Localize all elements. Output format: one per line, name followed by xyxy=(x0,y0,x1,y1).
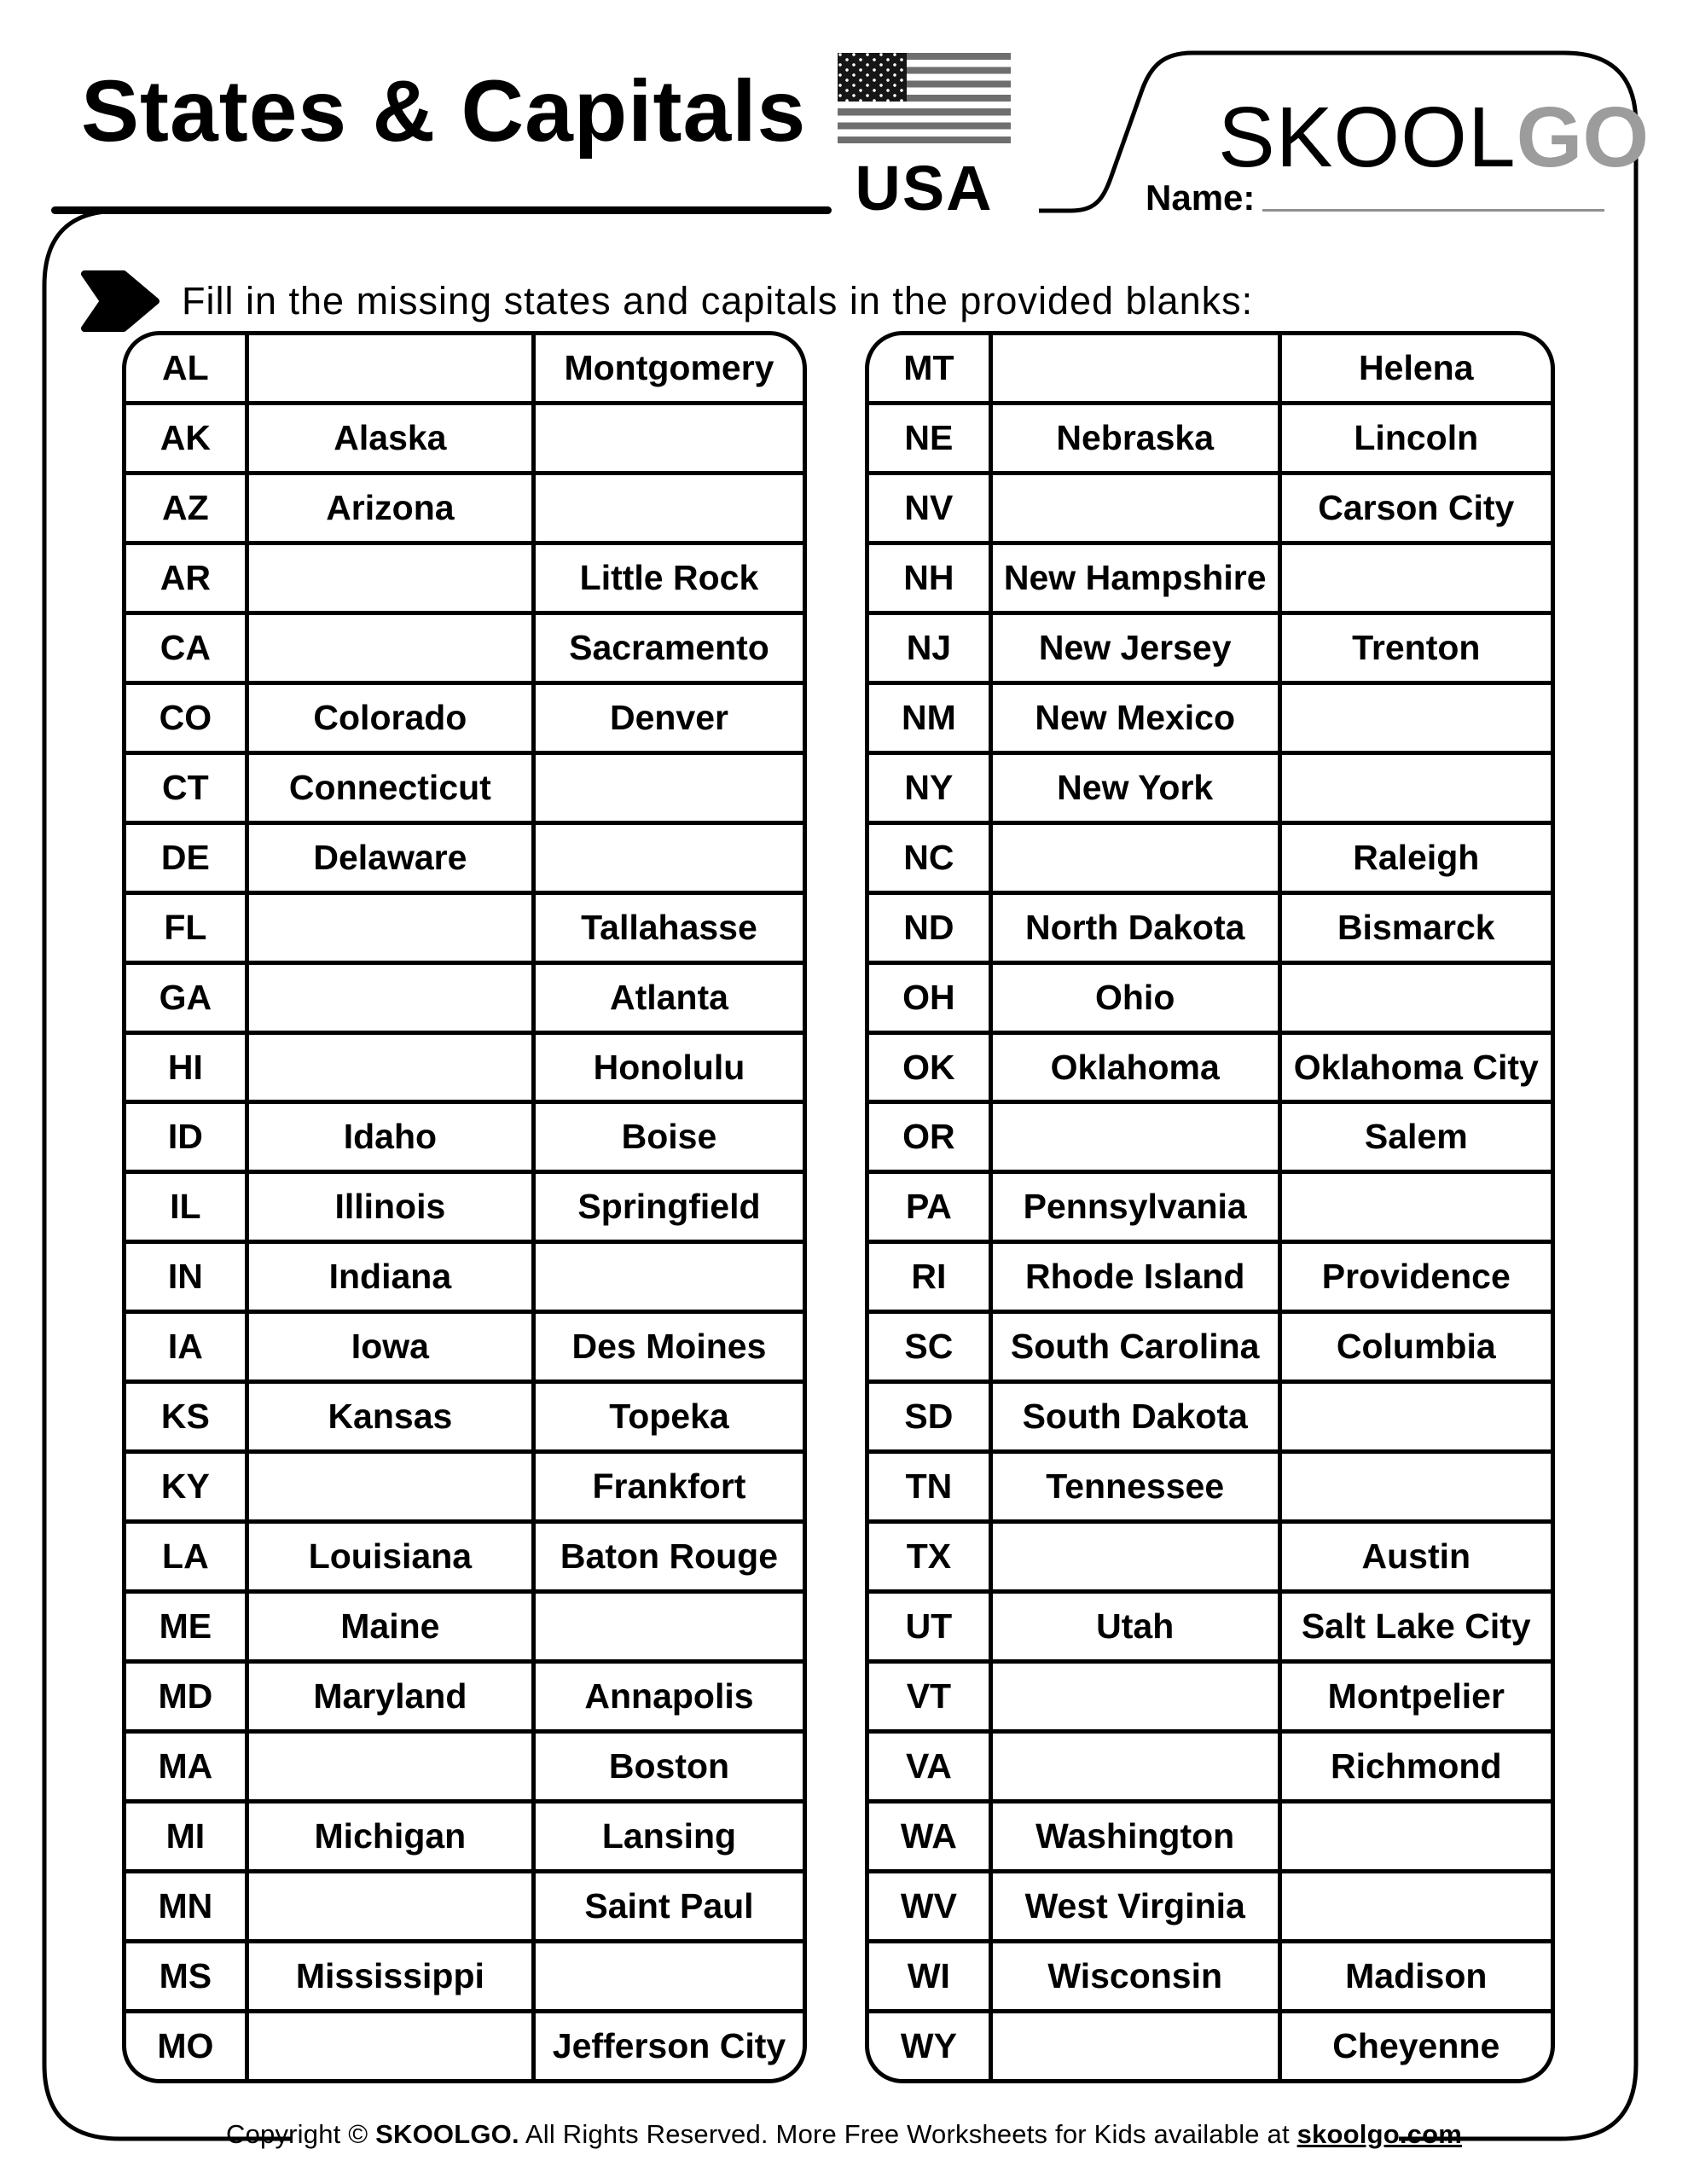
capital-blank-cell[interactable] xyxy=(1278,965,1551,1031)
capital-blank-cell[interactable] xyxy=(1278,1454,1551,1519)
state-name-cell: Maine xyxy=(245,1594,531,1659)
table-row xyxy=(869,1589,1551,1659)
footer-text: All Rights Reserved. More Free Worksheets for Kids available at xyxy=(519,2119,1297,2149)
state-abbr-cell: MS xyxy=(159,1955,212,1995)
state-abbr-cell: WV xyxy=(900,1885,957,1926)
capital-name-cell: Madison xyxy=(1278,1943,1551,2009)
capital-blank-cell[interactable] xyxy=(1278,545,1551,611)
capital-name-cell: Tallahasse xyxy=(531,895,803,961)
capital-name-cell: Saint Paul xyxy=(531,1873,803,1939)
table-row xyxy=(126,1869,803,1939)
state-name-cell: Wisconsin xyxy=(989,1943,1278,2009)
state-name-cell: Connecticut xyxy=(245,755,531,821)
flag-canton-stars xyxy=(838,53,907,102)
footer-brand: SKOOLGO. xyxy=(375,2119,519,2149)
state-abbr-cell: NH xyxy=(903,557,954,597)
capital-name-cell: Little Rock xyxy=(531,545,803,611)
state-abbr-cell: LA xyxy=(162,1536,209,1577)
capital-name-cell: Topeka xyxy=(531,1384,803,1449)
state-abbr-cell: GA xyxy=(159,977,212,1017)
table-row xyxy=(126,961,803,1031)
state-abbr-cell: NM xyxy=(902,697,956,737)
table-row xyxy=(126,401,803,471)
state-abbr-cell: NC xyxy=(903,837,954,877)
state-name-cell: Michigan xyxy=(245,1804,531,1869)
state-blank-cell[interactable] xyxy=(245,1035,531,1101)
skoolgo-logo xyxy=(1218,89,1649,187)
state-abbr-cell: OK xyxy=(902,1047,955,1087)
table-row xyxy=(126,611,803,681)
capital-blank-cell[interactable] xyxy=(531,825,803,891)
table-row xyxy=(869,1869,1551,1939)
state-blank-cell[interactable] xyxy=(245,545,531,611)
state-blank-cell[interactable] xyxy=(989,1664,1278,1729)
capital-blank-cell[interactable] xyxy=(531,1594,803,1659)
table-row xyxy=(126,471,803,541)
state-name-cell: West Virginia xyxy=(989,1873,1278,1939)
state-abbr-cell: ND xyxy=(903,907,954,947)
table-row xyxy=(869,541,1551,611)
state-name-cell: Utah xyxy=(989,1594,1278,1659)
state-abbr-cell: NE xyxy=(904,417,954,457)
table-row xyxy=(869,961,1551,1031)
table-row xyxy=(869,1449,1551,1519)
table-row xyxy=(869,1310,1551,1380)
table-row xyxy=(869,751,1551,821)
state-abbr-cell: AK xyxy=(160,417,211,457)
state-name-cell: Illinois xyxy=(245,1174,531,1240)
capital-name-cell: Honolulu xyxy=(531,1035,803,1101)
capital-name-cell: Des Moines xyxy=(531,1314,803,1380)
state-abbr-cell: CT xyxy=(162,767,209,807)
capital-name-cell: Denver xyxy=(531,685,803,751)
capital-name-cell: Richmond xyxy=(1278,1734,1551,1799)
state-name-cell: Louisiana xyxy=(245,1524,531,1589)
state-abbr-cell: UT xyxy=(905,1606,953,1647)
state-name-cell: Indiana xyxy=(245,1244,531,1310)
state-abbr-cell: KY xyxy=(160,1467,210,1507)
table-row xyxy=(869,891,1551,961)
capital-name-cell: Columbia xyxy=(1278,1314,1551,1380)
state-abbr-cell: MA xyxy=(158,1746,213,1786)
state-blank-cell[interactable] xyxy=(245,965,531,1031)
table-row xyxy=(869,1380,1551,1449)
capital-name-cell: Oklahoma City xyxy=(1278,1035,1551,1101)
capital-name-cell: Raleigh xyxy=(1278,825,1551,891)
state-abbr-cell: AL xyxy=(162,347,209,387)
table-row xyxy=(126,1240,803,1310)
states-table-left xyxy=(122,331,807,2083)
state-name-cell: Tennessee xyxy=(989,1454,1278,1519)
state-abbr-cell: OH xyxy=(902,977,955,1017)
capital-blank-cell[interactable] xyxy=(1278,1804,1551,1869)
state-blank-cell[interactable] xyxy=(245,2013,531,2079)
state-name-cell: North Dakota xyxy=(989,895,1278,961)
capital-name-cell: Providence xyxy=(1278,1244,1551,1310)
state-name-cell: Rhode Island xyxy=(989,1244,1278,1310)
state-blank-cell[interactable] xyxy=(989,1524,1278,1589)
instruction-text: Fill in the missing states and capitals in the provided blanks: xyxy=(182,278,1254,322)
state-blank-cell[interactable] xyxy=(989,2013,1278,2079)
capital-name-cell: Boston xyxy=(531,1734,803,1799)
state-blank-cell[interactable] xyxy=(245,895,531,961)
capital-name-cell: Salt Lake City xyxy=(1278,1594,1551,1659)
state-abbr-cell: NY xyxy=(904,767,954,807)
state-blank-cell[interactable] xyxy=(245,1454,531,1519)
state-blank-cell[interactable] xyxy=(989,335,1278,401)
state-name-cell: New Hampshire xyxy=(989,545,1278,611)
table-row xyxy=(126,1659,803,1729)
table-row xyxy=(126,335,803,401)
state-abbr-cell: AR xyxy=(160,557,211,597)
capital-name-cell: Trenton xyxy=(1278,615,1551,681)
table-row xyxy=(126,1031,803,1101)
state-abbr-cell: HI xyxy=(167,1047,203,1087)
capital-blank-cell[interactable] xyxy=(531,755,803,821)
state-name-cell: Maryland xyxy=(245,1664,531,1729)
state-abbr-cell: FL xyxy=(164,907,207,947)
state-name-cell: Pennsylvania xyxy=(989,1174,1278,1240)
table-row xyxy=(126,1170,803,1240)
table-row xyxy=(869,335,1551,401)
capital-name-cell: Lansing xyxy=(531,1804,803,1869)
table-row xyxy=(869,1240,1551,1310)
table-row xyxy=(126,1310,803,1380)
state-abbr-cell: MI xyxy=(165,1815,206,1856)
flag-label: USA xyxy=(855,153,994,224)
capital-blank-cell[interactable] xyxy=(531,405,803,471)
name-label: Name: xyxy=(1146,177,1256,218)
capital-blank-cell[interactable] xyxy=(1278,1873,1551,1939)
state-abbr-cell: MO xyxy=(157,2025,214,2065)
state-name-cell: Arizona xyxy=(245,475,531,541)
table-row xyxy=(126,681,803,751)
table-row xyxy=(126,1100,803,1170)
state-abbr-cell: MD xyxy=(158,1676,213,1716)
state-abbr-cell: VT xyxy=(906,1676,952,1716)
table-row xyxy=(869,821,1551,891)
table-row xyxy=(869,681,1551,751)
state-abbr-cell: IN xyxy=(167,1257,203,1297)
capital-name-cell: Sacramento xyxy=(531,615,803,681)
capital-name-cell: Montpelier xyxy=(1278,1664,1551,1729)
state-name-cell: Washington xyxy=(989,1804,1278,1869)
capital-blank-cell[interactable] xyxy=(1278,685,1551,751)
state-name-cell: Colorado xyxy=(245,685,531,751)
table-row xyxy=(869,1519,1551,1589)
table-row xyxy=(869,401,1551,471)
logo-text-skool: SKOOL xyxy=(1218,90,1517,185)
table-row xyxy=(869,1031,1551,1101)
capital-name-cell: Austin xyxy=(1278,1524,1551,1589)
capital-name-cell: Boise xyxy=(531,1104,803,1170)
table-row xyxy=(126,541,803,611)
state-name-cell: New York xyxy=(989,755,1278,821)
state-abbr-cell: AZ xyxy=(162,487,209,527)
state-abbr-cell: MN xyxy=(158,1885,213,1926)
table-row xyxy=(869,1729,1551,1799)
name-input-blank[interactable] xyxy=(1262,181,1604,212)
table-row xyxy=(126,1589,803,1659)
state-name-cell: New Jersey xyxy=(989,615,1278,681)
state-abbr-cell: PA xyxy=(905,1187,952,1227)
capital-blank-cell[interactable] xyxy=(531,1244,803,1310)
capital-name-cell: Annapolis xyxy=(531,1664,803,1729)
state-abbr-cell: CO xyxy=(159,697,212,737)
state-name-cell: Idaho xyxy=(245,1104,531,1170)
table-row xyxy=(126,891,803,961)
table-row xyxy=(126,1799,803,1869)
state-abbr-cell: KS xyxy=(160,1397,210,1437)
state-blank-cell[interactable] xyxy=(989,825,1278,891)
capital-name-cell: Atlanta xyxy=(531,965,803,1031)
capital-name-cell: Jefferson City xyxy=(531,2013,803,2079)
capital-name-cell: Bismarck xyxy=(1278,895,1551,961)
state-blank-cell[interactable] xyxy=(989,1734,1278,1799)
table-row xyxy=(869,611,1551,681)
state-name-cell: South Dakota xyxy=(989,1384,1278,1449)
table-row xyxy=(869,1659,1551,1729)
state-abbr-cell: IA xyxy=(167,1327,203,1367)
state-name-cell: Mississippi xyxy=(245,1943,531,2009)
state-blank-cell[interactable] xyxy=(989,475,1278,541)
state-abbr-cell: SD xyxy=(904,1397,954,1437)
capital-name-cell: Salem xyxy=(1278,1104,1551,1170)
state-name-cell: Delaware xyxy=(245,825,531,891)
table-row xyxy=(869,1170,1551,1240)
state-abbr-cell: CA xyxy=(160,627,211,667)
title-underline xyxy=(51,206,832,214)
state-abbr-cell: RI xyxy=(911,1257,947,1297)
states-table-right xyxy=(865,331,1555,2083)
state-abbr-cell: TN xyxy=(905,1467,953,1507)
state-blank-cell[interactable] xyxy=(245,1873,531,1939)
footer-text: Copyright © xyxy=(225,2119,376,2149)
state-name-cell: South Carolina xyxy=(989,1314,1278,1380)
state-blank-cell[interactable] xyxy=(245,1734,531,1799)
footer-link[interactable]: skoolgo.com xyxy=(1296,2119,1463,2149)
state-name-cell: Iowa xyxy=(245,1314,531,1380)
state-abbr-cell: TX xyxy=(906,1536,952,1577)
table-row xyxy=(126,821,803,891)
state-abbr-cell: IL xyxy=(170,1187,201,1227)
capital-blank-cell[interactable] xyxy=(1278,1174,1551,1240)
state-name-cell: Nebraska xyxy=(989,405,1278,471)
table-row xyxy=(126,1519,803,1589)
table-row xyxy=(869,1100,1551,1170)
state-blank-cell[interactable] xyxy=(245,335,531,401)
state-abbr-cell: NV xyxy=(904,487,954,527)
page-title: States & Capitals xyxy=(81,62,807,160)
state-abbr-cell: DE xyxy=(160,837,210,877)
capital-name-cell: Springfield xyxy=(531,1174,803,1240)
state-abbr-cell: OR xyxy=(902,1117,955,1157)
table-row xyxy=(869,1939,1551,2009)
capital-name-cell: Frankfort xyxy=(531,1454,803,1519)
state-abbr-cell: MT xyxy=(903,347,954,387)
table-row xyxy=(126,1449,803,1519)
arrow-icon xyxy=(81,267,163,335)
capital-blank-cell[interactable] xyxy=(1278,1384,1551,1449)
state-abbr-cell: ME xyxy=(159,1606,212,1647)
state-abbr-cell: ID xyxy=(167,1117,203,1157)
state-name-cell: Alaska xyxy=(245,405,531,471)
state-blank-cell[interactable] xyxy=(989,1104,1278,1170)
state-abbr-cell: NJ xyxy=(906,627,952,667)
table-row xyxy=(869,1799,1551,1869)
state-abbr-cell: WI xyxy=(907,1955,950,1995)
table-row xyxy=(126,751,803,821)
capital-blank-cell[interactable] xyxy=(1278,755,1551,821)
usa-flag-icon xyxy=(838,53,1011,143)
state-abbr-cell: SC xyxy=(904,1327,954,1367)
table-row xyxy=(126,1380,803,1449)
table-row xyxy=(869,471,1551,541)
capital-name-cell: Montgomery xyxy=(531,335,803,401)
capital-blank-cell[interactable] xyxy=(531,1943,803,2009)
state-abbr-cell: WY xyxy=(900,2025,957,2065)
table-row xyxy=(126,1729,803,1799)
capital-blank-cell[interactable] xyxy=(531,475,803,541)
capital-name-cell: Lincoln xyxy=(1278,405,1551,471)
instruction-row xyxy=(81,264,1253,337)
state-blank-cell[interactable] xyxy=(245,615,531,681)
capital-name-cell: Baton Rouge xyxy=(531,1524,803,1589)
state-name-cell: Ohio xyxy=(989,965,1278,1031)
capital-name-cell: Helena xyxy=(1278,335,1551,401)
state-name-cell: Kansas xyxy=(245,1384,531,1449)
capital-name-cell: Carson City xyxy=(1278,475,1551,541)
footer-copyright xyxy=(0,2119,1688,2150)
capital-name-cell: Cheyenne xyxy=(1278,2013,1551,2079)
table-row xyxy=(126,1939,803,2009)
state-name-cell: New Mexico xyxy=(989,685,1278,751)
table-row xyxy=(869,2009,1551,2079)
logo-text-go: GO xyxy=(1516,90,1650,185)
state-name-cell: Oklahoma xyxy=(989,1035,1278,1101)
state-abbr-cell: VA xyxy=(905,1746,952,1786)
state-abbr-cell: WA xyxy=(900,1815,957,1856)
table-row xyxy=(126,2009,803,2079)
